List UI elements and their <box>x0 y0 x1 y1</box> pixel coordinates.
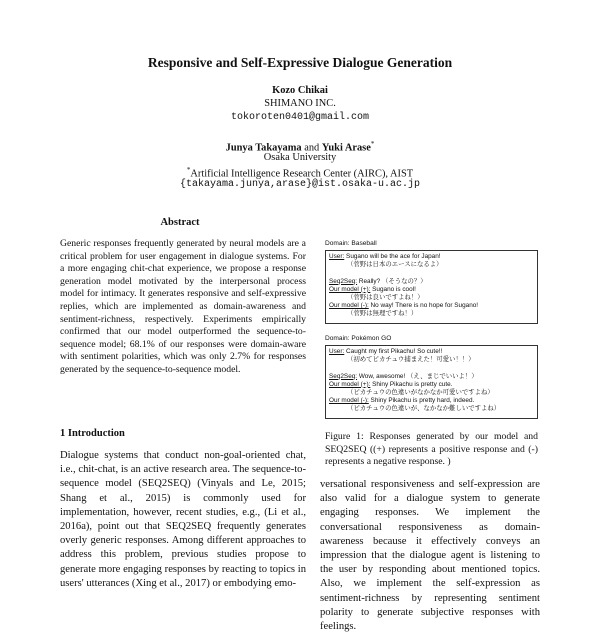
ex2-pos-speaker: Our model (+): <box>329 380 371 388</box>
ex1-line-pos <box>329 286 534 294</box>
ex2-pos-text: Shiny Pikachu is pretty cute. <box>370 380 453 388</box>
ex2-user-jp: （初めてピカチュウ捕まえた！可愛い！！） <box>347 356 475 364</box>
author-emails: {takayama.junya,arase}@ist.osaka-u.ac.jp <box>179 179 421 190</box>
ex2-user-text: Caught my first Pikachu! So cute!! <box>344 348 443 355</box>
abstract-text: Generic responses frequently generated by neural models are a critical problem for user engagement in dialogue systems. For a more engaging chit-chat experience, we propose a response generation model motivated by the interpersonal process model for intimacy. It generates responsive and self-expressive replies, which are implemented as domain-awareness and sentiment-richness, respectively. Experiments empirically confirmed that our model outperformed the sequence-to-sequence model; 68.1% of our responses were domain-aware with sentiment polarities, which was only 2.7% for responses generated by the sequence-to-sequence model. <box>60 238 306 375</box>
university: Osaka University <box>263 152 337 163</box>
ex1-line-seq2seq <box>329 278 534 286</box>
ex1-seq2seq-speaker: Seq2Seq: <box>329 277 358 285</box>
ex2-pos-jp: （ピカチュウの色違いがなかなか可愛いですよね） <box>347 389 494 396</box>
ex1-user-speaker: User: <box>329 253 345 260</box>
author-and: and <box>304 142 320 154</box>
paper-title: Responsive and Self-Expressive Dialogue Generation <box>147 55 453 70</box>
figure-caption: Figure 1: Responses generated by our model and SEQ2SEQ ((+) represents a positive response and (-) represents a negative response. ) <box>325 431 538 468</box>
ex2-line-seq2seq <box>329 373 534 381</box>
abstract-heading: Abstract <box>160 217 200 228</box>
section-heading-introduction: 1 Introduction <box>60 428 125 439</box>
ex2-line-pos <box>329 381 534 389</box>
ex2-neg-speaker: Our model (-): <box>329 397 369 405</box>
author-affiliation: SHIMANO INC. <box>264 98 336 109</box>
author-name-2: Junya Takayama <box>225 142 302 154</box>
ex1-neg-jp: （菅野は無理ですね！） <box>347 310 418 318</box>
ex2-neg-text: Shiny Pikachu is pretty hard, indeed. <box>368 397 475 405</box>
ex1-neg-text: No way! There is no hope for Sugano! <box>368 302 479 310</box>
example1-domain: Domain: Baseball <box>325 240 377 247</box>
ex2-gap <box>329 364 534 372</box>
intro-left-column: Dialogue systems that conduct non-goal-oriented chat, i.e., chit-chat, is an active research area. The sequence-to-sequence model (SEQ2SEQ) (Vinyals and Le, 2015; Shang et al., 2015) is commonly used for implementation, however, recent studies, e.g., (Li et al., 2016a), point out that SEQ2SEQ frequently generates overly generic responses. Among different approaches to address this problem, previous studies propose to generate more engaging responses by reacting to topics in users' utterances (Xing et al., 2017) or embodying emo- <box>60 450 306 589</box>
ex2-line-user <box>329 348 534 356</box>
author-email: tokoroten0401@gmail.com <box>230 112 370 123</box>
ex1-neg-speaker: Our model (-): <box>329 302 369 310</box>
ex2-seq2seq-speaker: Seq2Seq: <box>329 372 358 380</box>
ex1-pos-speaker: Our model (+): <box>329 285 371 293</box>
example2-domain: Domain: Pokémon GO <box>325 335 392 342</box>
ex2-seq2seq-text: Wow, awesome! （え、まじでいいよ！） <box>357 372 478 380</box>
ex2-user-speaker: User: <box>329 348 345 355</box>
ex2-neg-jp: （ピカチュウの色違いが、なかなか難しいですよね） <box>347 405 501 413</box>
author-name: Kozo Chikai <box>272 85 328 96</box>
ex1-gap <box>329 269 534 277</box>
example2-box <box>325 345 538 419</box>
ex1-line-user <box>329 253 534 261</box>
example1-box <box>325 250 538 324</box>
center-mark: * <box>186 166 191 174</box>
ex1-pos-jp: （菅野は良いですよね！） <box>347 294 424 301</box>
author-name-3: Yuki Arase <box>321 142 371 154</box>
ex1-user-text: Sugano will be the ace for Japan! <box>344 253 441 260</box>
ex1-user-jp: （菅野は日本のエースになるよ） <box>347 261 443 269</box>
research-center: Artificial Intelligence Research Center (AIRC), AIST <box>190 168 414 180</box>
ex1-pos-text: Sugano is cool! <box>370 285 416 293</box>
intro-right-column: versational responsiveness and self-expression are also valid for a dialogue system to generate engaging responses. We implement the conversational responsiveness as domain-awareness because it effectively conveys an impression that the dialogue agent is listening to the user by responding about mentioned topics. Also, we implement the self-expression as sentiment-richness by representing sentiment polarity to generate subjective responses with feelings. <box>320 479 540 633</box>
ex1-seq2seq-text: Really? （そうなの？） <box>357 277 427 285</box>
author-mark: * <box>370 140 375 148</box>
